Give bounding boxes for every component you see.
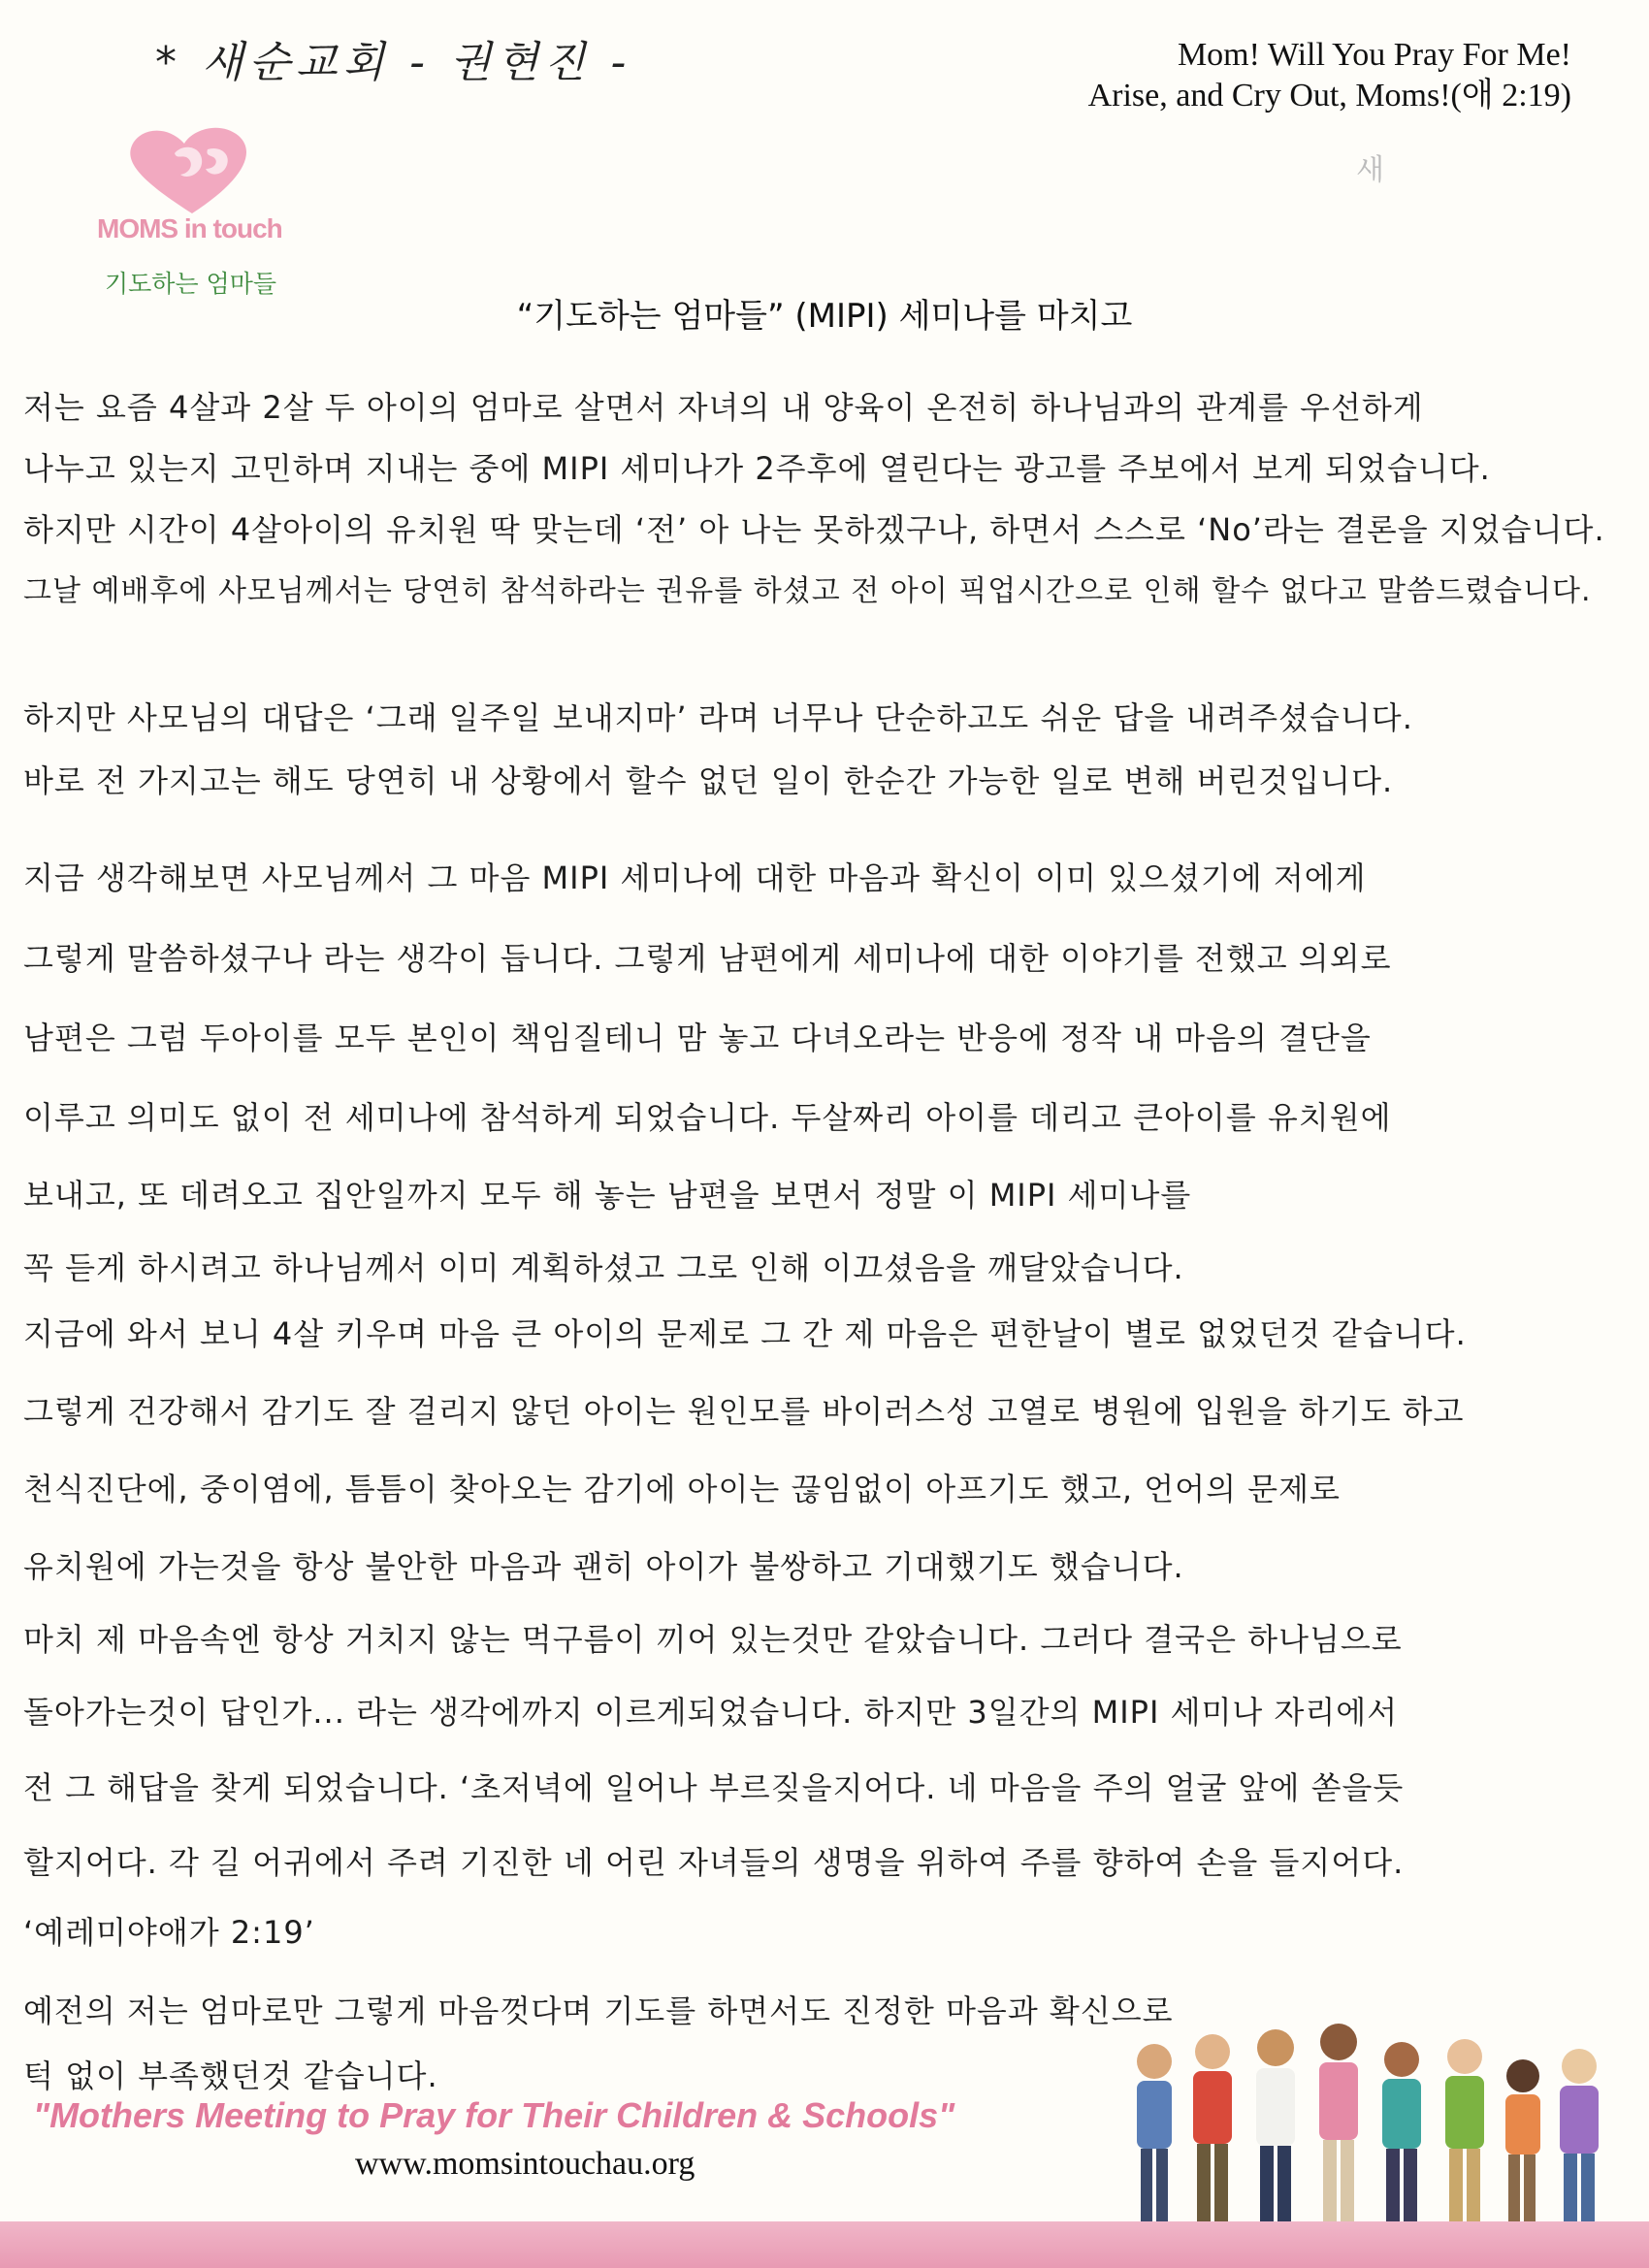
document-title: “기도하는 엄마들” (MIPI) 세미나를 마치고 (516, 297, 1133, 336)
child-figure-4-icon (1319, 2024, 1358, 2227)
child-figure-2-icon (1193, 2034, 1232, 2226)
body-line: 돌아가는것이 답인가... 라는 생각에까지 이르게되었습니다. 하지만 3일간의 MIPI 세미나 자리에서 (23, 1694, 1399, 1731)
children-photo (1116, 2023, 1620, 2238)
body-line: 지금에 와서 보니 4살 키우며 마음 큰 아이의 문제로 그 간 제 마음은 편한날이 별로 없었던것 같습니다. (23, 1315, 1467, 1352)
body-line: 꼭 듣게 하시려고 하나님께서 이미 계획하셨고 그로 인해 이끄셨음을 깨달았습니다. (23, 1249, 1184, 1286)
body-line: 유치원에 가는것을 항상 불안한 마음과 괜히 아이가 불쌍하고 기대했기도 했습니다. (23, 1548, 1184, 1585)
body-line: ‘예레미야애가 2:19’ (23, 1914, 315, 1951)
body-line: 이루고 의미도 없이 전 세미나에 참석하게 되었습니다. 두살짜리 아이를 데리고 큰아이를 유치원에 (23, 1099, 1392, 1136)
header-line-2: Arise, and Cry Out, Moms!(애 2:19) (1087, 78, 1571, 113)
body-line: 그렇게 말씀하셨구나 라는 생각이 듭니다. 그렇게 남편에게 세미나에 대한 이야기를 전했고 의외로 (23, 940, 1392, 977)
margin-mark: 새 (1356, 153, 1384, 187)
footer-slogan: "Mothers Meeting to Pray for Their Children & Schools" (33, 2095, 955, 2135)
body-line: 하지만 사모님의 대답은 ‘그래 일주일 보내지마’ 라며 너무나 단순하고도 쉬운 답을 내려주셨습니다. (23, 699, 1413, 736)
header-line-1: Mom! Will You Pray For Me! (1177, 37, 1571, 73)
body-line: 할지어다. 각 길 어귀에서 주려 기진한 네 어린 자녀들의 생명을 위하여 주를 향하여 손을 들지어다. (23, 1844, 1405, 1881)
body-line: 남편은 그럼 두아이를 모두 본인이 책임질테니 맘 놓고 다녀오라는 반응에 정작 내 마음의 결단을 (23, 1020, 1372, 1056)
logo-subtitle: 기도하는 엄마들 (105, 270, 276, 298)
footer-pink-band (0, 2221, 1649, 2268)
header-verse-block (1088, 35, 1571, 116)
child-figure-1-icon (1137, 2044, 1172, 2226)
child-figure-5-icon (1382, 2042, 1421, 2226)
child-figure-3-icon (1256, 2029, 1295, 2228)
child-figure-7-icon (1505, 2059, 1540, 2226)
child-figure-6-icon (1445, 2039, 1484, 2226)
body-line: 그날 예배후에 사모님께서는 당연히 참석하라는 권유를 하셨고 전 아이 픽업시간으로 인해 할수 없다고 말씀드렸습니다. (23, 574, 1592, 608)
body-line: 천식진단에, 중이염에, 틈틈이 찾아오는 감기에 아이는 끊임없이 아프기도 했고, 언어의 문제로 (23, 1471, 1341, 1507)
logo-wordmark: MOMS in touch (97, 213, 282, 243)
child-figure-8-icon (1560, 2049, 1599, 2227)
body-line: 예전의 저는 엄마로만 그렇게 마음껏다며 기도를 하면서도 진정한 마음과 확신으로 (23, 1993, 1174, 2029)
heart-logo-icon (124, 124, 260, 217)
body-line: 전 그 해답을 찾게 되었습니다. ‘초저녁에 일어나 부르짖을지어다. 네 마음을 주의 얼굴 앞에 쏟을듯 (23, 1769, 1405, 1806)
footer-url: www.momsintouchau.org (355, 2146, 695, 2182)
body-line: 마치 제 마음속엔 항상 거치지 않는 먹구름이 끼어 있는것만 같았습니다. 그러다 결국은 하나님으로 (23, 1621, 1403, 1658)
body-line: 나누고 있는지 고민하며 지내는 중에 MIPI 세미나가 2주후에 열린다는 광고를 주보에서 보게 되었습니다. (23, 450, 1491, 487)
body-line: 바로 전 가지고는 해도 당연히 내 상황에서 할수 없던 일이 한순간 가능한 일로 변해 버린것입니다. (23, 762, 1394, 799)
handwritten-header-note: * 새순교회 - 권현진 - (155, 38, 632, 87)
body-line: 하지만 시간이 4살아이의 유치원 딱 맞는데 ‘전’ 아 나는 못하겠구나, 하면서 스스로 ‘No’라는 결론을 지었습니다. (23, 511, 1605, 548)
moms-in-touch-logo (95, 124, 289, 299)
body-line: 그렇게 건강해서 감기도 잘 걸리지 않던 아이는 원인모를 바이러스성 고열로 병원에 입원을 하기도 하고 (23, 1393, 1465, 1430)
body-line: 턱 없이 부족했던것 같습니다. (23, 2057, 438, 2094)
body-line: 지금 생각해보면 사모님께서 그 마음 MIPI 세미나에 대한 마음과 확신이 이미 있으셨기에 저에게 (23, 859, 1367, 896)
body-line: 보내고, 또 데려오고 집안일까지 모두 해 놓는 남편을 보면서 정말 이 MIPI 세미나를 (23, 1177, 1192, 1214)
body-line: 저는 요즘 4살과 2살 두 아이의 엄마로 살면서 자녀의 내 양육이 온전히 하나님과의 관계를 우선하게 (23, 389, 1424, 426)
